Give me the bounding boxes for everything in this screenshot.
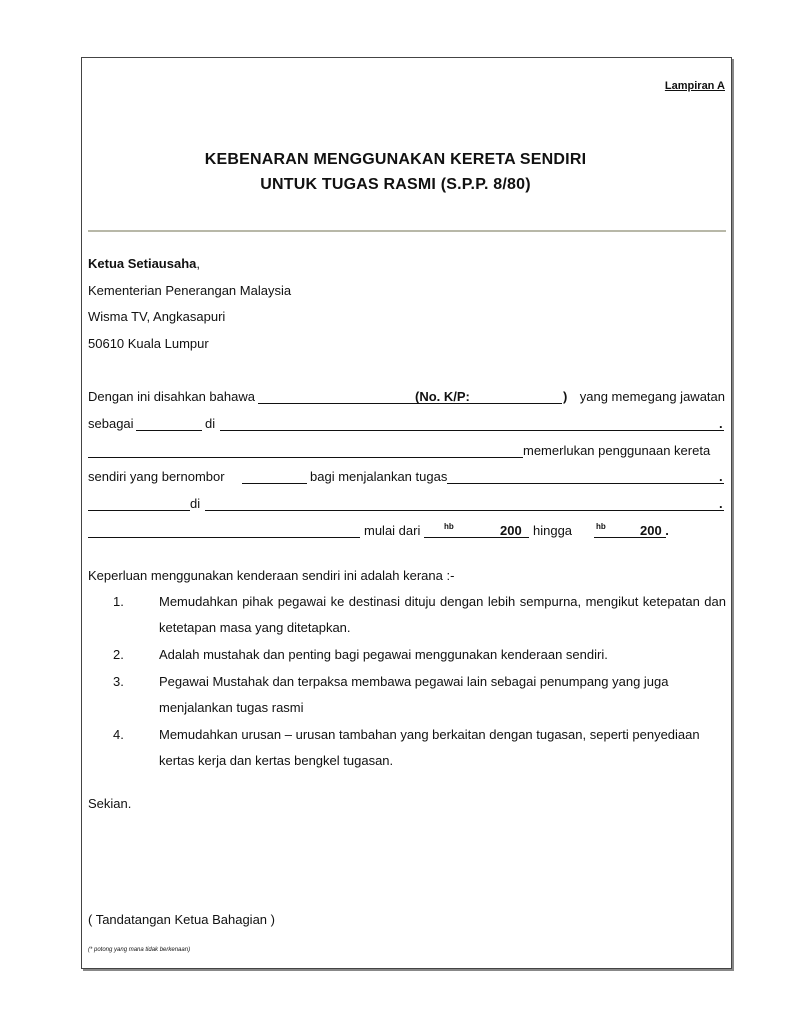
recipient-title: Ketua Setiausaha — [88, 256, 197, 271]
at-text: di — [205, 416, 216, 431]
as-text: sebagai — [88, 416, 134, 431]
for-duty-text: bagi menjalankan tugas — [310, 469, 448, 484]
until-text: hingga — [533, 523, 573, 538]
address-line-2: Wisma TV, Angkasapuri — [88, 309, 226, 324]
period-2: . — [719, 469, 723, 484]
hb-2: hb — [596, 522, 606, 531]
footnote: (* potong yang mana tidak berkenaan) — [88, 947, 191, 953]
kp-close: ) — [563, 389, 568, 404]
reasons-intro: Keperluan menggunakan kenderaan sendiri ini adalah kerana :- — [88, 568, 455, 583]
duty-detail-field[interactable] — [88, 510, 190, 511]
from-text: mulai dari — [364, 523, 421, 538]
reason-3-line-1: Pegawai Mustahak dan terpaksa membawa pegawai lain sebagai penumpang yang juga — [159, 674, 669, 689]
at2-text: di — [190, 496, 201, 511]
address-line-1: Kementerian Penerangan Malaysia — [88, 283, 292, 298]
reason-2-line-1: Adalah mustahak dan penting bagi pegawai menggunakan kenderaan sendiri. — [159, 647, 608, 662]
reason-number: 2. — [113, 647, 124, 662]
position-field[interactable] — [136, 430, 202, 431]
kp-label: (No. K/P: — [415, 389, 470, 404]
appendix-label: Lampiran A — [664, 80, 725, 92]
period-1: . — [719, 416, 723, 431]
reason-number: 1. — [113, 594, 124, 609]
reason-4-line-1: Memudahkan urusan – urusan tambahan yang berkaitan dengan tugasan, seperti penyediaan — [159, 727, 700, 742]
department-field[interactable] — [88, 457, 523, 458]
recipient-comma: , — [196, 256, 200, 271]
kp-field[interactable] — [410, 403, 562, 404]
signature-line: ( Tandatangan Ketua Bahagian ) — [88, 912, 275, 927]
hb-1: hb — [444, 522, 454, 531]
intro-text: Dengan ini disahkan bahawa — [88, 389, 255, 404]
own-car-text: sendiri yang bernombor — [88, 469, 225, 484]
address-line-3: 50610 Kuala Lumpur — [88, 336, 209, 351]
duty-location-field[interactable] — [205, 510, 724, 511]
reason-3-line-2: menjalankan tugas rasmi — [159, 700, 304, 715]
document-title-line2: UNTUK TUGAS RASMI (S.P.P. 8/80) — [260, 176, 531, 193]
period-3: . — [719, 496, 723, 511]
reason-4-line-2: kertas kerja dan kertas bengkel tugasan. — [159, 753, 394, 768]
holding-position-text: yang memegang jawatan — [579, 389, 725, 404]
document-title-line1: KEBENARAN MENGGUNAKAN KERETA SENDIRI — [204, 151, 587, 168]
car-number-field[interactable] — [242, 483, 307, 484]
year-1: 200 — [500, 523, 522, 538]
recipient-line — [88, 256, 200, 272]
name-field[interactable] — [258, 403, 410, 404]
location-field[interactable] — [220, 430, 724, 431]
duty-field[interactable] — [447, 483, 724, 484]
reason-1-line-1: Memudahkan pihak pegawai ke destinasi dituju dengan lebih sempurna, mengikut ketepatan dan — [159, 594, 726, 609]
reason-1-line-2: ketetapan masa yang ditetapkan. — [159, 620, 351, 635]
duty-place-field[interactable] — [88, 537, 360, 538]
requires-text: memerlukan penggunaan kereta — [523, 443, 711, 458]
reason-number: 4. — [113, 727, 124, 742]
reason-number: 3. — [113, 674, 124, 689]
title-divider — [88, 230, 726, 232]
year-2: 200 . — [640, 523, 669, 538]
closing-text: Sekian. — [88, 796, 132, 811]
